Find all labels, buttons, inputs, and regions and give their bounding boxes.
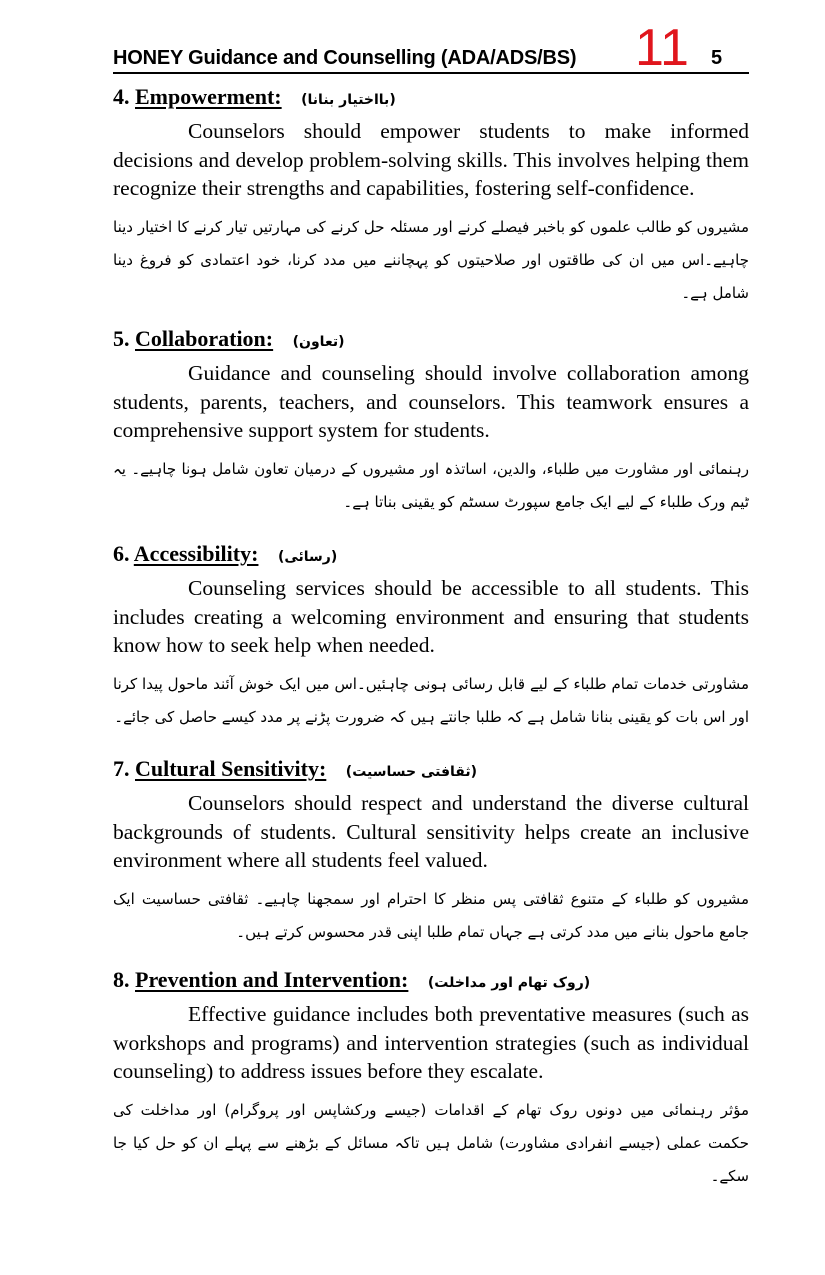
section-heading	[113, 541, 749, 570]
urdu-paragraph: مشیروں کو طالب علموں کو باخبر فیصلے کرنے اور مسئلہ حل کرنے کی مہارتیں تیار کرنے کا اختیار دینا چاہیے۔اس میں ان کی طاقتوں اور صلاحیتوں کو پہچاننے میں مدد کرنا، خود اعتمادی کو فروغ دینا شامل ہے۔	[113, 217, 749, 302]
english-paragraph: Guidance and counseling should involve collaboration among students, parents, teachers, and counselors. This teamwork ensures a comprehensive support system for students.	[113, 361, 749, 442]
section-term: Empowerment:	[135, 84, 282, 109]
urdu-paragraph: مؤثر رہنمائی میں دونوں روک تھام کے اقدامات (جیسے ورکشاپس اور پروگرام) اور مداخلت کی حکمت عملی (جیسے انفرادی مشاورت) شامل ہیں تاکہ مسائل کے بڑھنے سے پہلے ان کو حل کیا جا سکے۔	[113, 1100, 749, 1185]
section-urdu-term: (تعاون)	[292, 334, 345, 350]
section-heading	[113, 84, 749, 113]
urdu-paragraph: مشیروں کو طلباء کے متنوع ثقافتی پس منظر کا احترام اور سمجھنا چاہیے۔ ثقافتی حساسیت ایک جامع ماحول بنانے میں مدد کرتی ہے جہاں تمام طلبا اپنی قدر محسوس کرتے ہیں۔	[113, 889, 749, 941]
section-heading	[113, 967, 749, 996]
section-number: 7.	[113, 756, 130, 781]
book-title: HONEY Guidance and Counselling (ADA/ADS/BS)	[113, 47, 577, 69]
section-term: Cultural Sensitivity:	[135, 756, 327, 781]
section-heading	[113, 326, 749, 355]
english-paragraph: Counselors should empower students to make informed decisions and develop problem-solving skills. This involves helping them recognize their strengths and capabilities, fostering self-confidence.	[113, 119, 749, 200]
chapter-number: 11	[635, 19, 689, 77]
running-header	[113, 14, 749, 77]
section-cultural-sensitivity	[113, 756, 749, 949]
page-number: 5	[711, 47, 723, 69]
english-paragraph: Effective guidance includes both preventative measures (such as workshops and programs) and intervention strategies (such as individual counseling) to address issues before they escalate.	[113, 1002, 749, 1083]
section-urdu-term: (رسائی)	[277, 549, 338, 565]
section-heading	[113, 756, 749, 785]
section-urdu-term: (روک تھام اور مداخلت)	[427, 975, 591, 991]
section-empowerment	[113, 84, 749, 310]
section-urdu-term: (ثقافتی حساسیت)	[345, 764, 478, 780]
section-accessibility	[113, 541, 749, 734]
section-number: 6.	[113, 541, 130, 566]
section-term: Prevention and Intervention:	[135, 967, 409, 992]
section-term: Accessibility:	[133, 541, 259, 566]
english-paragraph: Counselors should respect and understand the diverse cultural backgrounds of students. Cultural sensitivity helps create an inclusive environment where all students feel valued.	[113, 791, 749, 872]
section-urdu-term: (بااختیار بنانا)	[301, 92, 396, 108]
section-number: 5.	[113, 326, 130, 351]
urdu-paragraph: رہنمائی اور مشاورت میں طلباء، والدین، اساتذہ اور مشیروں کے درمیان تعاون شامل ہونا چاہیے۔ یہ ٹیم ورک طلباء کے لیے ایک جامع سپورٹ سسٹم کو یقینی بناتا ہے۔	[113, 459, 749, 511]
english-paragraph: Counseling services should be accessible to all students. This includes creating a welcoming environment and ensuring that students know how to seek help when needed.	[113, 576, 749, 657]
section-number: 4.	[113, 84, 130, 109]
urdu-paragraph: مشاورتی خدمات تمام طلباء کے لیے قابل رسائی ہونی چاہئیں۔اس میں ایک خوش آئند ماحول پیدا کرنا اور اس بات کو یقینی بنانا شامل ہے کہ طلبا جانتے ہیں کہ ضرورت پڑنے پر مدد کیسے حاصل کی جائے۔	[113, 674, 749, 726]
section-number: 8.	[113, 967, 130, 992]
section-prevention-intervention	[113, 967, 749, 1193]
section-term: Collaboration:	[135, 326, 274, 351]
section-collaboration	[113, 326, 749, 519]
